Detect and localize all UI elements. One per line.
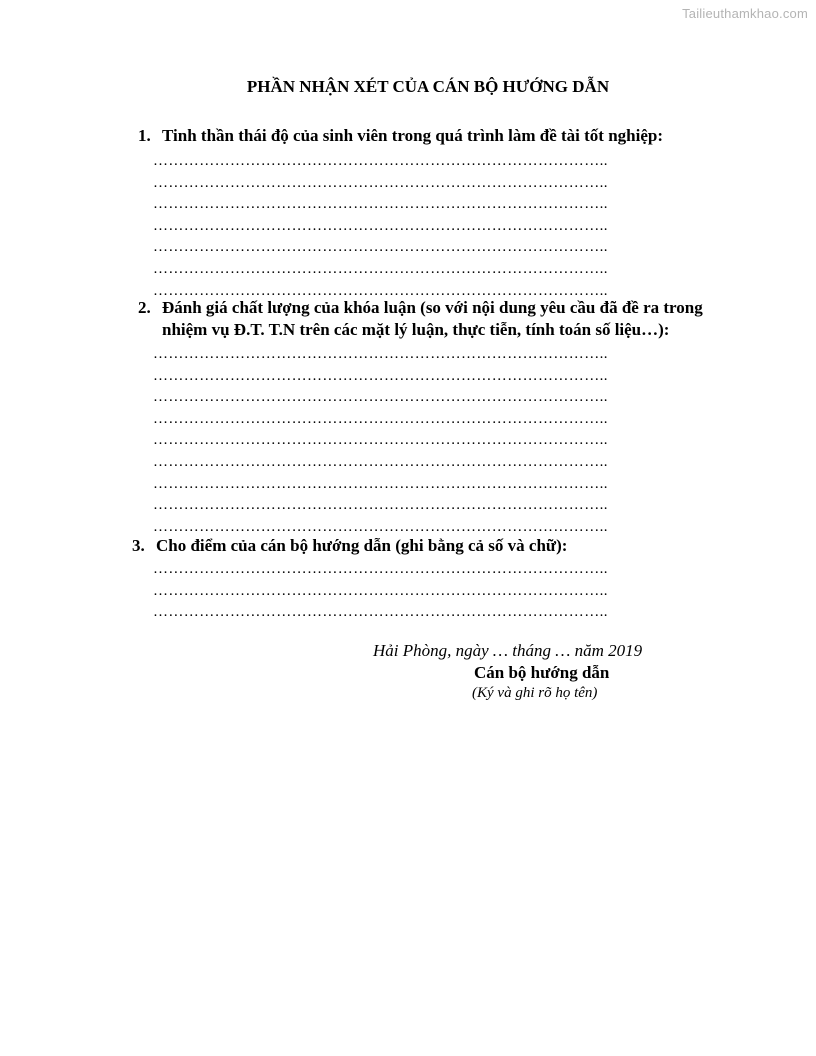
dotted-answer-line: ……………………………………………………………………………..	[153, 410, 608, 427]
section-1-title: Tinh thần thái độ của sinh viên trong quá trình làm đề tài tốt nghiệp:	[162, 126, 663, 145]
page-title: PHẦN NHẬN XÉT CỦA CÁN BỘ HƯỚNG DẪN	[246, 77, 610, 96]
section-1-number: 1.	[138, 126, 151, 145]
dotted-answer-line: ……………………………………………………………………………..	[153, 346, 608, 362]
dotted-answer-line: ……………………………………………………………………………..	[153, 518, 608, 535]
watermark: Tailieuthamkhao.com	[682, 6, 808, 21]
dotted-answer-line: ……………………………………………………………………………..	[153, 174, 608, 191]
section-3-title: Cho điểm của cán bộ hướng dẫn (ghi bằng cả số và chữ):	[156, 536, 568, 555]
dotted-answer-line: ……………………………………………………………………………..	[153, 432, 608, 449]
dotted-answer-line: ……………………………………………………………………………..	[153, 453, 608, 470]
section-2-title-continued: nhiệm vụ Đ.T. T.N trên các mặt lý luận, thực tiễn, tính toán số liệu…):	[162, 320, 670, 339]
section-1-heading	[138, 125, 663, 147]
dotted-answer-line: ……………………………………………………………………………..	[153, 282, 608, 299]
signature-place-date: Hải Phòng, ngày … tháng … năm 2019	[373, 641, 643, 660]
dotted-answer-line: ……………………………………………………………………………..	[153, 367, 608, 384]
dotted-answer-line: ……………………………………………………………………………..	[153, 153, 608, 169]
section-3-number: 3.	[132, 536, 145, 555]
section-3-answer-lines[interactable]	[153, 559, 713, 624]
signature-note: (Ký và ghi rõ họ tên)	[472, 685, 598, 701]
dotted-answer-line: ……………………………………………………………………………..	[153, 260, 608, 277]
dotted-answer-line: ……………………………………………………………………………..	[153, 239, 608, 256]
section-2-answer-lines[interactable]	[153, 344, 713, 538]
dotted-answer-line: ……………………………………………………………………………..	[153, 497, 608, 514]
dotted-answer-line: ……………………………………………………………………………..	[153, 389, 608, 406]
dotted-answer-line: ……………………………………………………………………………..	[153, 604, 608, 621]
dotted-answer-line: ……………………………………………………………………………..	[153, 561, 608, 577]
dotted-answer-line: ……………………………………………………………………………..	[153, 582, 608, 599]
dotted-answer-line: ……………………………………………………………………………..	[153, 217, 608, 234]
section-1-answer-lines[interactable]	[153, 151, 713, 302]
section-2-number: 2.	[138, 298, 151, 317]
section-3-heading	[132, 535, 567, 557]
section-2-title: Đánh giá chất lượng của khóa luận (so với nội dung yêu cầu đã đề ra trong	[162, 298, 703, 317]
signature-title: Cán bộ hướng dẫn	[474, 663, 610, 682]
dotted-answer-line: ……………………………………………………………………………..	[153, 475, 608, 492]
section-2-heading	[138, 297, 703, 341]
dotted-answer-line: ……………………………………………………………………………..	[153, 196, 608, 213]
